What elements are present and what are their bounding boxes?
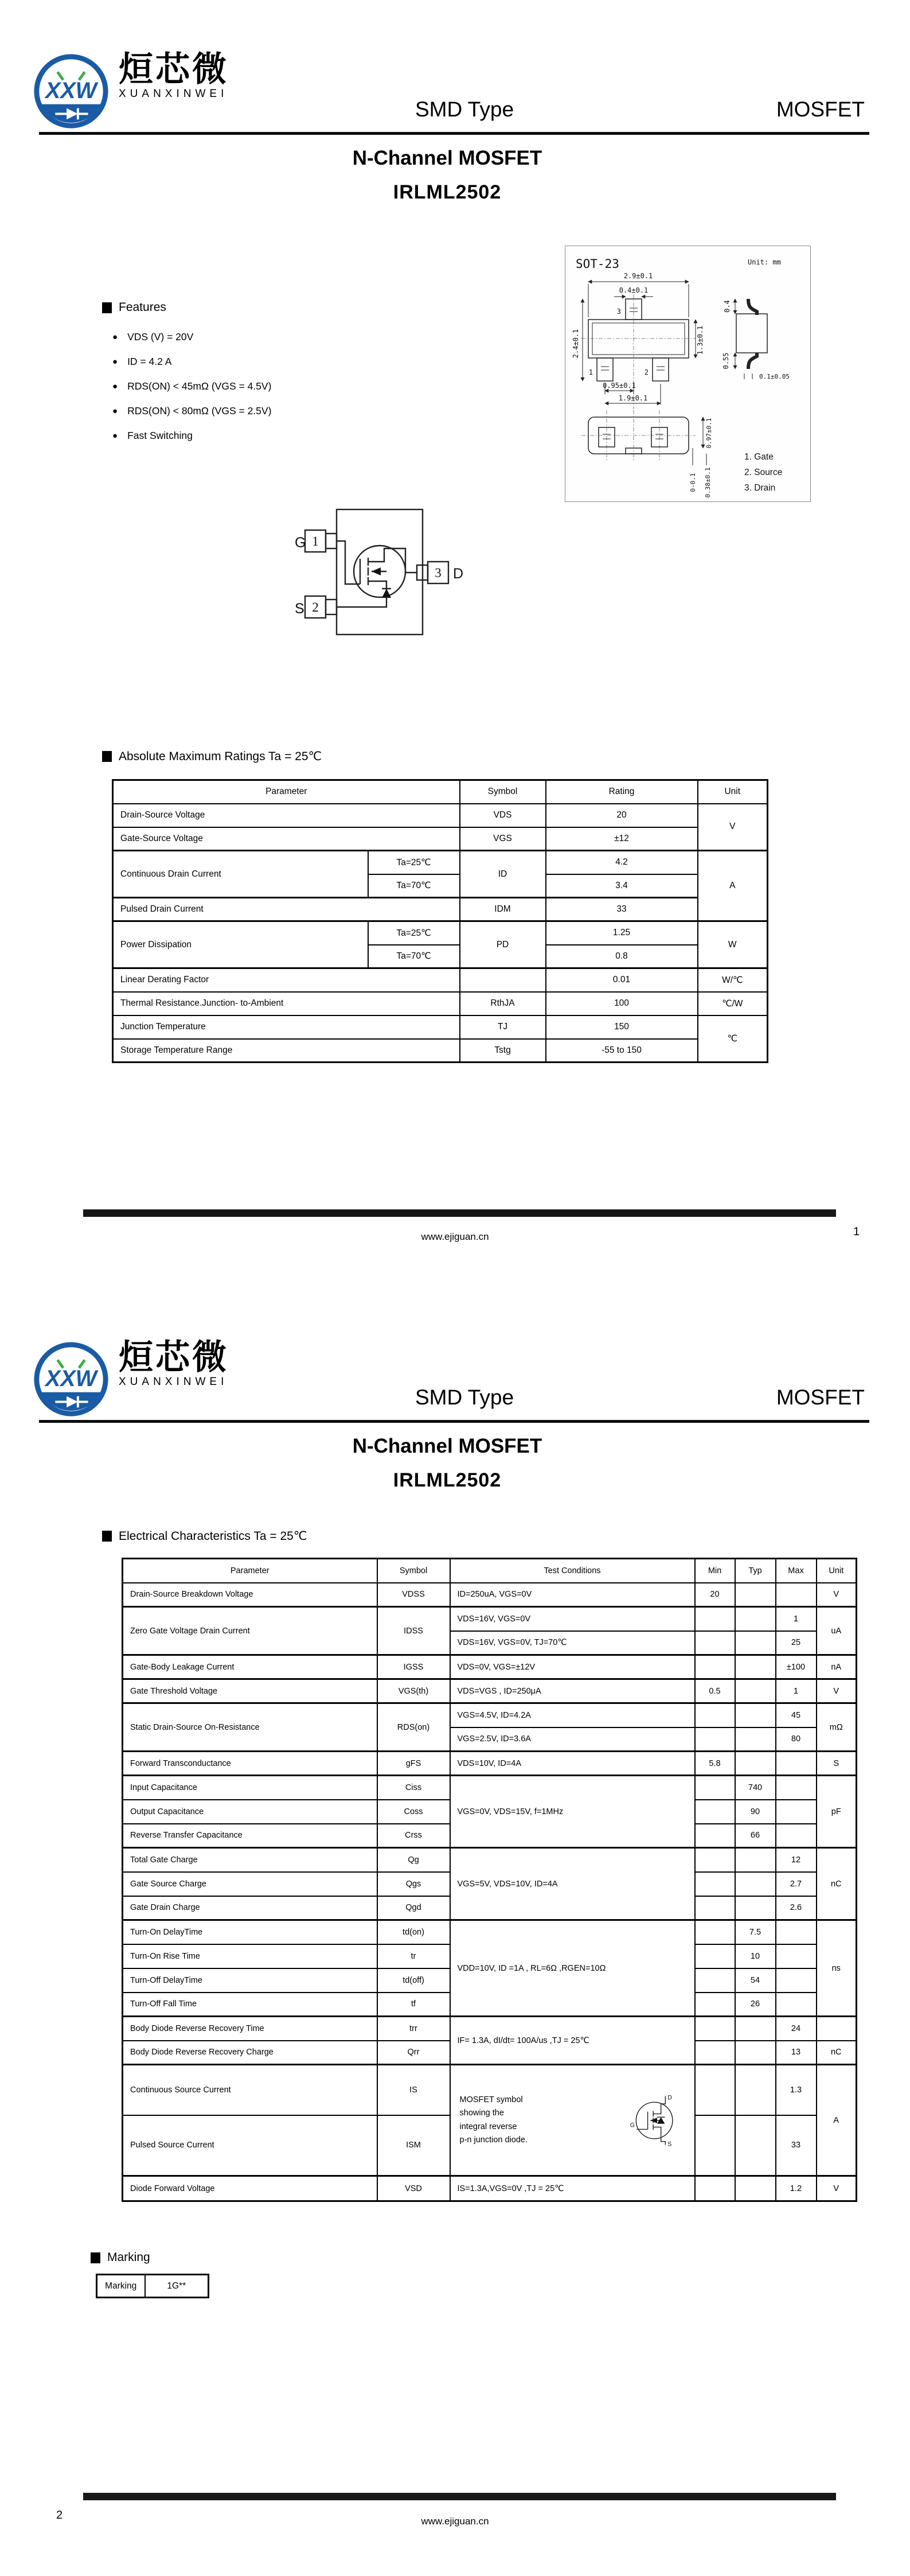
section-marker (102, 302, 112, 313)
bullet-icon: ● (112, 382, 118, 391)
table-row: Drain-Source Breakdown Voltage VDSS ID=250uA, VGS=0V 20 V (123, 1583, 857, 1607)
marking-heading (91, 2251, 150, 2264)
table-row: Body Diode Reverse Recovery Time trr IF= 1.3A, dI/dt= 100A/us ,TJ = 25℃ 24 (123, 2017, 857, 2041)
abs-max-heading-label: Absolute Maximum Ratings Ta = 25℃ (119, 750, 322, 763)
features-heading (102, 301, 166, 314)
doc-category: MOSFET (776, 98, 865, 121)
part-number: IRLML2502 (393, 181, 502, 203)
footer-rule (83, 1209, 836, 1217)
dim-pad-height: 0.97±0.1 (705, 418, 713, 449)
unit-label: Unit: mm (748, 258, 781, 266)
table-row: Turn-Off DelayTime td(off) 54 (123, 1968, 857, 1993)
brand-name-cn: 烜芯微 (119, 50, 229, 88)
table-row: Forward Transconductance gFS VDS=10V, ID=4A 5.8 S (123, 1752, 857, 1776)
footer-url: www.ejiguan.cn (421, 2516, 489, 2527)
section-marker (91, 2252, 100, 2263)
page-number: 1 (853, 1225, 860, 1238)
brand-name-cn: 烜芯微 (119, 1338, 229, 1376)
mosfet-note-text: MOSFET symbol showing the integral reverse p-n junction diode. (459, 2095, 528, 2145)
table-row: Continuous Source Current IS MOSFET symbol showing the integral reverse p-n junction diode. D G S 1.3 A (123, 2065, 857, 2115)
table-row: Gate-Source Voltage VGS ±12 (113, 827, 768, 851)
table-row: Junction Temperature TJ 150 ℃ (113, 1015, 768, 1039)
table-row: Input Capacitance Ciss VGS=0V, VDS=15V, f=1MHz 740 pF (123, 1776, 857, 1800)
dim-lead-bottom: 0.55 (722, 352, 730, 369)
table-row: Zero Gate Voltage Drain Current IDSS VDS=16V, VGS=0V 1 uA (123, 1607, 857, 1631)
dim-height: 2.4±0.1 (572, 329, 580, 359)
logo-circle-icon (32, 52, 111, 131)
table-row: Gate Threshold Voltage VGS(th) VDS=VGS , ID=250μA 0.5 1 V (123, 1679, 857, 1703)
table-row: Output Capacitance Coss 90 (123, 1800, 857, 1824)
section-marker (102, 751, 112, 762)
brand-name-en: XUANXINWEI (119, 1376, 228, 1388)
pin2-number: 2 (644, 368, 649, 376)
dim-pin-span: 1.9±0.1 (618, 394, 648, 402)
bullet-icon: ● (112, 431, 118, 441)
doc-type: SMD Type (415, 1386, 514, 1409)
pin-legend-source: 2. Source (744, 468, 783, 477)
table-row: Linear Derating Factor 0.01 W/℃ (113, 968, 768, 992)
table-row: Pulsed Drain Current IDM 33 (113, 898, 768, 921)
table-row: Gate Source Charge Qgs 2.7 (123, 1872, 857, 1896)
features-list (112, 325, 271, 448)
table-row: Diode Forward Voltage VSD IS=1.3A,VGS=0V ,TJ = 25℃ 1.2 V (123, 2176, 857, 2201)
table-row: Storage Temperature Range Tstg -55 to 150 (113, 1039, 768, 1063)
pin-legend-drain: 3. Drain (744, 483, 776, 493)
header-rule (39, 1420, 869, 1423)
marking-table (96, 2274, 209, 2298)
marking-heading-label: Marking (107, 2251, 150, 2264)
source-label: S (295, 601, 304, 617)
table-row: Pulsed Source Current ISM 33 (123, 2115, 857, 2176)
bullet-icon: ● (112, 406, 118, 416)
bullet-icon: ● (112, 332, 118, 342)
d-label: D (667, 2094, 672, 2101)
pin2-box-number: 2 (312, 600, 319, 614)
doc-category: MOSFET (776, 1386, 865, 1409)
dim-top-width: 2.9±0.1 (623, 272, 653, 280)
pin-legend-gate: 1. Gate (744, 452, 774, 462)
dim-pin-width: 0.4±0.1 (619, 286, 649, 294)
dim-lead-thickness: 0.1±0.05 (759, 373, 790, 380)
dim-lead-top: 0.4 (723, 300, 731, 313)
logo-text (119, 52, 229, 100)
dim-body-height: 1.3±0.1 (696, 325, 704, 355)
list-item: ● ID = 4.2 A (112, 356, 172, 367)
footer-rule (83, 2493, 836, 2500)
section-marker (102, 1531, 112, 1542)
company-logo (32, 1340, 229, 1419)
pin1-number: 1 (588, 368, 593, 376)
table-row: Marking 1G** (97, 2275, 209, 2298)
page-2 (0, 1288, 910, 2576)
part-number: IRLML2502 (393, 1469, 502, 1491)
package-name: SOT-23 (576, 257, 619, 271)
logo-circle-icon (32, 1340, 111, 1419)
pinout-diagram (294, 503, 466, 643)
table-row: Reverse Transfer Capacitance Crss 66 (123, 1824, 857, 1848)
table-row: Thermal Resistance.Junction- to-Ambient RthJA 100 ℃/W (113, 992, 768, 1015)
list-item: ● Fast Switching (112, 430, 193, 441)
table-row: Body Diode Reverse Recovery Charge Qrr 13 nC (123, 2041, 857, 2065)
s-label: S (667, 2140, 671, 2147)
elec-heading-label: Electrical Characteristics Ta = 25℃ (119, 1530, 307, 1543)
abs-max-heading (102, 749, 322, 764)
doc-type: SMD Type (415, 98, 514, 121)
pin1-box-number: 1 (312, 534, 319, 548)
list-item: ● VDS (V) = 20V (112, 331, 194, 343)
header-rule (39, 132, 869, 135)
logo-monogram: XXW (45, 77, 97, 103)
table-row: Total Gate Charge Qg VGS=5V, VDS=10V, ID=4A 12 nC (123, 1848, 857, 1872)
table-row: VGS=2.5V, ID=3.6A 80 (123, 1727, 857, 1752)
table-header-row: Parameter Symbol Rating Unit (113, 780, 768, 804)
logo-text (119, 1340, 229, 1388)
dim-pad-width: 0.38±0.1 (704, 467, 712, 498)
table-row: Ta=70℃ 3.4 (113, 874, 768, 898)
footer-url: www.ejiguan.cn (421, 1231, 489, 1242)
sot23-outline-drawing (565, 246, 810, 501)
table-row: Static Drain-Source On-Resistance RDS(on) VGS=4.5V, ID=4.2A 45 mΩ (123, 1703, 857, 1727)
logo-monogram: XXW (45, 1365, 97, 1391)
list-item: ● RDS(ON) < 80mΩ (VGS = 2.5V) (112, 405, 272, 417)
package-drawing (565, 246, 811, 502)
table-row: Gate Drain Charge Qgd 2.6 (123, 1896, 857, 1920)
mosfet-note-cell (450, 2065, 695, 2176)
table-header-row: Parameter Symbol Test Conditions Min Typ Max Unit (123, 1559, 857, 1583)
g-label: G (630, 2122, 635, 2129)
table-row: Drain-Source Voltage VDS 20 V (113, 804, 768, 827)
abs-max-table (112, 779, 768, 1063)
dim-standoff: 0-0.1 (689, 473, 697, 492)
table-row: Power Dissipation Ta=25℃ PD 1.25 W (113, 921, 768, 945)
table-row: VDS=16V, VGS=0V, TJ=70℃ 25 (123, 1631, 857, 1655)
table-row: Turn-Off Fall Time tf 26 (123, 1993, 857, 2017)
electrical-characteristics-table (122, 1558, 857, 2202)
table-row: Ta=70℃ 0.8 (113, 945, 768, 968)
table-row: Continuous Drain Current Ta=25℃ ID 4.2 A (113, 851, 768, 874)
bullet-icon: ● (112, 357, 118, 367)
table-row: Turn-On Rise Time tr 10 (123, 1944, 857, 1968)
page-number: 2 (56, 2509, 63, 2521)
list-item: ● RDS(ON) < 45mΩ (VGS = 4.5V) (112, 380, 272, 392)
features-heading-label: Features (119, 301, 166, 314)
table-row: Turn-On DelayTime td(on) VDD=10V, ID =1A , RL=6Ω ,RGEN=10Ω 7.5 ns (123, 1920, 857, 1944)
gate-label: G (295, 535, 306, 551)
drain-label: D (453, 566, 464, 582)
pin3-number: 3 (616, 308, 621, 316)
elec-heading (102, 1529, 307, 1543)
table-row: Gate-Body Leakage Current IGSS VDS=0V, VGS=±12V ±100 nA (123, 1655, 857, 1679)
company-logo (32, 52, 229, 131)
brand-name-en: XUANXINWEI (119, 88, 228, 100)
page-title: N-Channel MOSFET (352, 147, 542, 169)
page-title: N-Channel MOSFET (352, 1435, 542, 1457)
mosfet-symbol-small-icon (626, 2092, 686, 2149)
dim-pin-pitch: 0.95±0.1 (603, 382, 636, 390)
mosfet-symbol-icon (337, 541, 417, 607)
pin3-box-number: 3 (435, 566, 442, 580)
